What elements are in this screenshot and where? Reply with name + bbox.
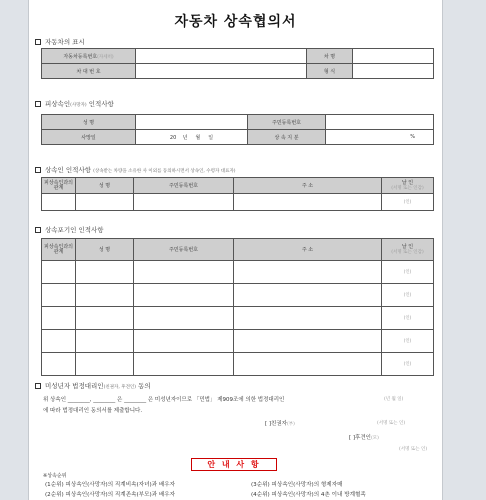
renounce-relation-header: 피상속인과의 관계 xyxy=(42,239,76,261)
guardian-rep2-seal[interactable]: (서명 또는 인) xyxy=(399,447,428,452)
info-line-2b: (4순위) 피상속인(사망자)의 4촌 이내 방계혈족 xyxy=(251,492,366,498)
model-field[interactable] xyxy=(353,49,434,64)
info-order-label: ※상속순위 xyxy=(43,473,67,479)
death-date-label: 사망일 xyxy=(42,130,136,145)
table-row[interactable] xyxy=(42,284,76,307)
info-title: 안 내 사 항 xyxy=(191,458,277,471)
vehicle-table xyxy=(41,48,434,79)
deceased-rrn-field[interactable] xyxy=(326,115,434,130)
section-deceased-heading: 피상속인(사망자) 인적사항 xyxy=(35,99,114,108)
renounce-table xyxy=(41,238,434,376)
section-renounce-heading: 상속포기인 인적사항 xyxy=(35,225,104,234)
reg-no-label: 자동차등록번호(자세히) xyxy=(42,49,136,64)
section-heirs-heading: 상속인 인적사항 (상속받는 차량을 소유한 사 이외를 동의하시면서 상속인, 수령자 대표자) xyxy=(35,165,236,174)
checkbox-square-icon xyxy=(35,39,41,45)
renounce-seal-header: 날 인 (서명 또는 인감) xyxy=(382,239,434,261)
heirs-seal-cell[interactable]: (인) xyxy=(382,194,434,211)
renounce-seal-cell[interactable]: (인) xyxy=(382,307,434,330)
heirs-address-header: 주 소 xyxy=(234,178,382,194)
info-line-1b: (3순위) 피상속인(사망자)의 형제자매 xyxy=(251,482,343,488)
table-row[interactable] xyxy=(42,330,76,353)
checkbox-square-icon xyxy=(35,227,41,233)
document-page xyxy=(28,0,443,500)
table-row[interactable] xyxy=(42,353,76,376)
renounce-seal-cell[interactable]: (인) xyxy=(382,353,434,376)
heirs-address-cell[interactable] xyxy=(234,194,382,211)
heirs-seal-header: 날 인 (서명 또는 인감) xyxy=(382,178,434,194)
document-title: 자동차 상속협의서 xyxy=(174,14,297,30)
model-label: 차 명 xyxy=(307,49,353,64)
type-field[interactable] xyxy=(353,64,434,79)
deceased-name-field[interactable] xyxy=(136,115,248,130)
table-row[interactable] xyxy=(42,307,76,330)
renounce-name-header: 성 명 xyxy=(76,239,134,261)
heirs-relation-cell[interactable] xyxy=(42,194,76,211)
heirs-rrn-header: 주민등록번호 xyxy=(134,178,234,194)
heirs-table xyxy=(41,177,434,211)
renounce-seal-cell[interactable]: (인) xyxy=(382,284,434,307)
renounce-rrn-header: 주민등록번호 xyxy=(134,239,234,261)
renounce-seal-cell[interactable]: (인) xyxy=(382,261,434,284)
type-label: 형 식 xyxy=(307,64,353,79)
section-vehicle-heading: 자동차의 표시 xyxy=(35,37,85,46)
info-line-2a: (2순위) 피상속인(사망자)의 직계존속(부모)과 배우자 xyxy=(45,492,176,498)
section-guardian-heading: 미성년자 법정대리인(친권자, 후견인) 동의 xyxy=(35,381,151,390)
guardian-rep1: [ ]친권자(부) xyxy=(265,421,295,427)
share-field[interactable]: % xyxy=(326,130,434,145)
vin-field[interactable] xyxy=(136,64,307,79)
guardian-date: (년 월 일) xyxy=(384,397,404,402)
guardian-rep1-seal[interactable]: (서명 또는 인) xyxy=(377,421,406,426)
renounce-seal-cell[interactable]: (인) xyxy=(382,330,434,353)
deceased-name-label: 성 명 xyxy=(42,115,136,130)
checkbox-square-icon xyxy=(35,167,41,173)
share-label: 상 속 지 분 xyxy=(248,130,326,145)
heirs-name-cell[interactable] xyxy=(76,194,134,211)
checkbox-square-icon xyxy=(35,101,41,107)
heirs-rrn-cell[interactable] xyxy=(134,194,234,211)
reg-no-field[interactable] xyxy=(136,49,307,64)
table-row[interactable] xyxy=(42,261,76,284)
death-date-field[interactable]: 20 년 월 일 xyxy=(136,130,248,145)
guardian-statement-line2: 에 따라 법정대리인 동의서를 제출합니다. xyxy=(43,408,143,414)
heirs-relation-header: 피상속인과의 관계 xyxy=(42,178,76,194)
info-line-1a: (1순위) 피상속인(사망자)의 직계비속(자녀)과 배우자 xyxy=(45,482,176,488)
deceased-rrn-label: 주민등록번호 xyxy=(248,115,326,130)
guardian-statement-line1: 위 상속인 ________, ________ 은 ________ 은 미성년자이므로 「민법」 제909조에 의한 법정대리인 xyxy=(43,397,285,403)
deceased-table xyxy=(41,114,434,145)
guardian-rep2: [ ]후견인(모) xyxy=(349,435,379,441)
vin-label: 차 대 번 호 xyxy=(42,64,136,79)
checkbox-square-icon xyxy=(35,383,41,389)
heirs-name-header: 성 명 xyxy=(76,178,134,194)
renounce-address-header: 주 소 xyxy=(234,239,382,261)
